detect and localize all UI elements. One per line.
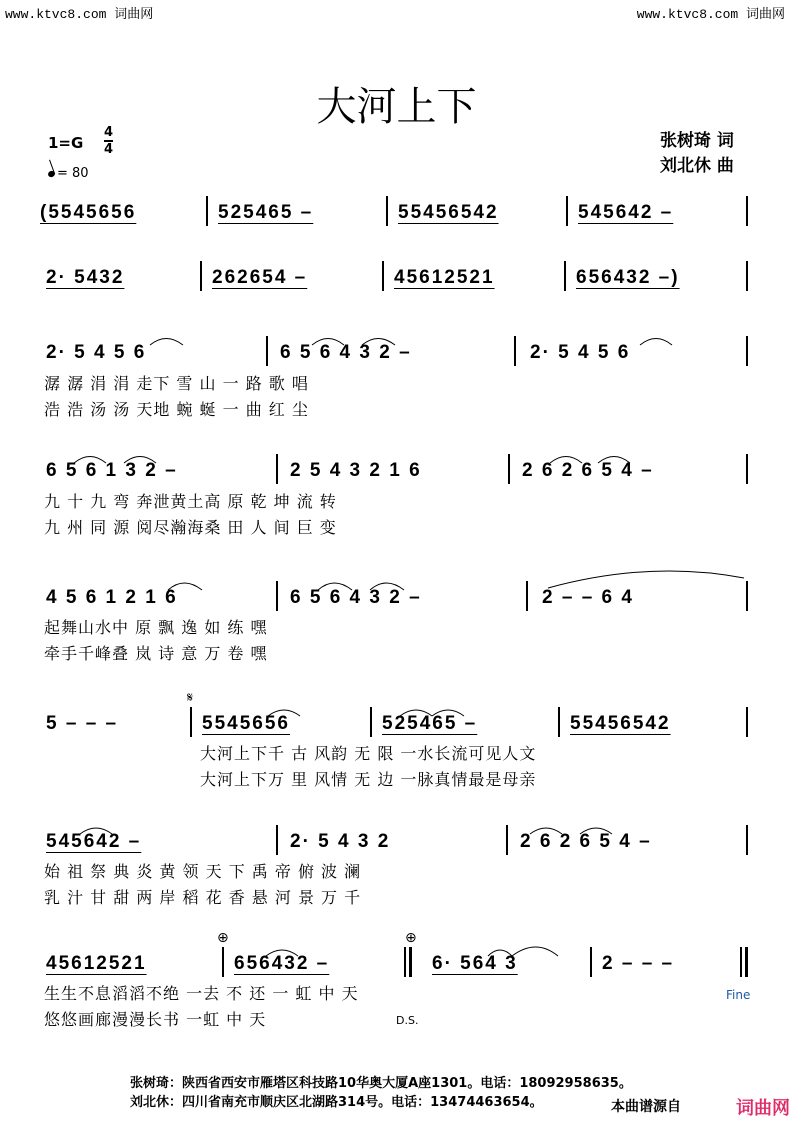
lyrics-verse-2: 乳 汁 甘 甜 两 岸 稻 花 香 悬 河 景 万 千 bbox=[44, 888, 362, 907]
measure: 55456542 bbox=[570, 713, 671, 734]
measure: 5545656 bbox=[202, 713, 290, 734]
lyrics-verse-2: 九 州 同 源 阅尽瀚海桑 田 人 间 巨 变 bbox=[44, 518, 337, 537]
measure: 6· 564 3 bbox=[432, 953, 518, 974]
slur bbox=[580, 828, 612, 834]
measure: 656432 – bbox=[234, 953, 330, 974]
slur bbox=[530, 828, 562, 834]
key-signature: 1=G bbox=[48, 134, 84, 152]
lyrics-verse-1: 起舞山水中 原 飘 逸 如 练 嘿 bbox=[44, 618, 268, 637]
slur bbox=[598, 457, 630, 464]
coda-icon: ⊕ bbox=[405, 930, 417, 946]
lyrics-verse-1: 潺 潺 涓 涓 走下 雪 山 一 路 歌 唱 bbox=[44, 374, 309, 393]
fine-mark: Fine bbox=[726, 988, 751, 1002]
measure: 525465 – bbox=[382, 713, 478, 734]
measure: 6 5 6 4 3 2 – bbox=[280, 342, 412, 363]
lyrics-verse-1: 生生不息滔滔不绝 一去 不 还 一 虹 中 天 bbox=[44, 984, 359, 1003]
measure: 2· 5 4 5 6 bbox=[530, 342, 631, 363]
footer-contact-lyricist: 张树琦：陕西省西安市雁塔区科技路10华奥大厦A座1301。电话：18092958635。 bbox=[130, 1076, 632, 1091]
slur bbox=[124, 457, 156, 464]
lyrics-verse-2: 牵手千峰叠 岚 诗 意 万 卷 嘿 bbox=[44, 644, 268, 663]
measure: 6 5 6 1 3 2 – bbox=[46, 460, 178, 481]
slur bbox=[370, 583, 404, 590]
segno-icon: 𝄋 bbox=[187, 690, 194, 706]
lyrics-verse-2: 大河上下万 里 风情 无 边 一脉真情最是母亲 bbox=[200, 770, 537, 789]
measure: 262654 – bbox=[212, 267, 308, 288]
lyricist-credit: 张树琦 词 bbox=[660, 131, 734, 151]
measure: 2 – – 6 4 bbox=[542, 587, 634, 608]
measure: 2 5 4 3 2 1 6 bbox=[290, 460, 422, 481]
time-signature: $\frac{4}{4}$ bbox=[104, 125, 114, 157]
slur bbox=[74, 457, 106, 464]
site-watermark-right: www.ktvc8.com 词曲网 bbox=[636, 7, 785, 22]
measure: 5 – – – bbox=[46, 713, 119, 734]
slur bbox=[362, 339, 395, 346]
tempo-marking: = 80 bbox=[48, 166, 89, 181]
slur bbox=[548, 571, 744, 588]
slur bbox=[488, 950, 512, 956]
measure: 55456542 bbox=[398, 202, 499, 223]
measure: 545642 – bbox=[578, 202, 674, 223]
slur bbox=[150, 339, 183, 346]
lyrics-verse-1: 九 十 九 弯 奔泄黄土高 原 乾 坤 流 转 bbox=[44, 492, 337, 511]
song-title: 大河上下 bbox=[316, 84, 477, 130]
measure: 2· 5 4 5 6 bbox=[46, 342, 147, 363]
footer-contact-composer: 刘北休：四川省南充市顺庆区北湖路314号。电话：13474463654。 bbox=[130, 1095, 543, 1110]
measure: 2· 5 4 3 2 bbox=[290, 831, 391, 852]
measure: (5545656 bbox=[40, 202, 137, 223]
composer-credit: 刘北休 曲 bbox=[660, 156, 734, 176]
measure: 4 5 6 1 2 1 6 bbox=[46, 587, 178, 608]
measure: 2 6 2 6 5 4 – bbox=[520, 831, 652, 852]
lyrics-verse-2: 悠悠画廊漫漫长书 一虹 中 天 bbox=[44, 1010, 267, 1029]
ds-mark: D.S. bbox=[396, 1014, 419, 1027]
measure: 45612521 bbox=[46, 953, 147, 974]
site-watermark-left: www.ktvc8.com 词曲网 bbox=[5, 7, 154, 22]
measure: 6 5 6 4 3 2 – bbox=[290, 587, 422, 608]
slur bbox=[318, 583, 352, 590]
lyrics-verse-1: 大河上下千 古 风韵 无 限 一水长流可见人文 bbox=[200, 744, 537, 763]
measure: 2 – – – bbox=[602, 953, 675, 974]
slur bbox=[432, 710, 464, 716]
slur bbox=[512, 947, 558, 956]
measure: 545642 – bbox=[46, 831, 142, 852]
lyrics-verse-2: 浩 浩 汤 汤 天地 蜿 蜒 一 曲 红 尘 bbox=[44, 400, 309, 419]
slur bbox=[168, 583, 202, 590]
slur bbox=[268, 710, 300, 716]
slur bbox=[400, 710, 432, 716]
lyrics-verse-1: 始 祖 祭 典 炎 黄 领 天 下 禹 帝 俯 波 澜 bbox=[44, 862, 362, 881]
measure: 45612521 bbox=[394, 267, 495, 288]
slur bbox=[80, 828, 112, 834]
measure: 2· 5432 bbox=[46, 267, 125, 288]
slur bbox=[640, 339, 672, 346]
source-note: 本曲谱源自 bbox=[611, 1099, 681, 1115]
slur bbox=[550, 457, 582, 464]
coda-icon: ⊕ bbox=[217, 930, 229, 946]
slur bbox=[312, 339, 344, 346]
measure: 525465 – bbox=[218, 202, 314, 223]
site-logo: 词曲网 bbox=[736, 1098, 790, 1119]
measure: 656432 –) bbox=[576, 267, 680, 288]
measure: 2 6 2 6 5 4 – bbox=[522, 460, 654, 481]
slur bbox=[266, 950, 298, 956]
